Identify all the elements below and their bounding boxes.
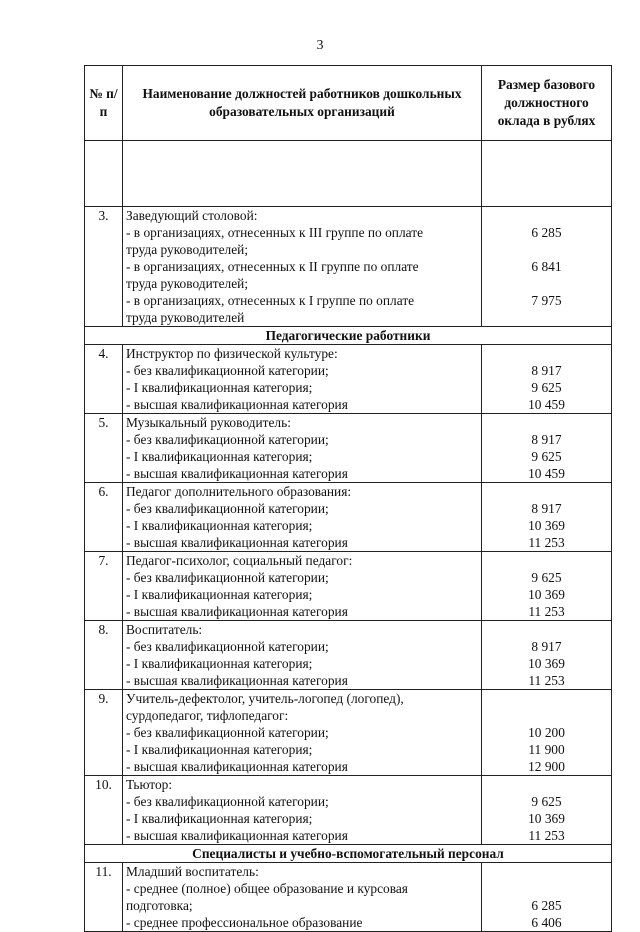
position-line: Младший воспитатель: (126, 864, 259, 879)
salary-amount-cell (482, 552, 612, 621)
position-line: Педагог-психолог, социальный педагог: (126, 553, 353, 568)
position-line: подготовка; (126, 898, 193, 913)
salary-amount-cell (482, 483, 612, 552)
salary-amount: 10 369 (528, 587, 565, 602)
row-number: 6. (85, 483, 123, 552)
salary-table (84, 65, 612, 932)
salary-amount (485, 880, 608, 897)
salary-amount-cell (482, 414, 612, 483)
position-line: - I квалификационная категория; (126, 811, 313, 826)
salary-amount (485, 414, 608, 431)
row-number: 9. (85, 690, 123, 776)
position-name-cell (123, 776, 482, 845)
salary-amount: 11 253 (528, 535, 565, 550)
position-line: - I квалификационная категория; (126, 449, 313, 464)
position-line: Учитель-дефектолог, учитель-логопед (логопед), (126, 691, 404, 706)
table-row (85, 552, 612, 621)
position-line: труда руководителей (126, 310, 245, 325)
row-number: 4. (85, 345, 123, 414)
position-name-cell (123, 552, 482, 621)
salary-amount: 10 369 (528, 656, 565, 671)
position-line: - среднее (полное) общее образование и курсовая (126, 881, 408, 896)
salary-amount: 10 459 (528, 466, 565, 481)
salary-amount: 9 625 (531, 380, 562, 395)
salary-amount (485, 552, 608, 569)
position-line: - I квалификационная категория; (126, 380, 313, 395)
salary-amount: 11 253 (528, 673, 565, 688)
salary-amount: 6 285 (531, 225, 562, 240)
salary-amount (485, 275, 608, 292)
table-row (85, 621, 612, 690)
position-line: - в организациях, отнесенных к II группе по оплате (126, 259, 419, 274)
salary-amount: 8 917 (531, 501, 562, 516)
position-line: - без квалификационной категории; (126, 363, 329, 378)
position-line: - без квалификационной категории; (126, 725, 329, 740)
salary-amount: 10 369 (528, 518, 565, 533)
position-line: - высшая квалификационная категория (126, 828, 348, 843)
position-line: - высшая квалификационная категория (126, 759, 348, 774)
spacer-row (85, 141, 612, 207)
salary-amount (485, 309, 608, 326)
salary-amount: 8 917 (531, 639, 562, 654)
row-number: 5. (85, 414, 123, 483)
page-number: 3 (316, 38, 324, 53)
salary-amount (485, 690, 608, 707)
position-line: - высшая квалификационная категория (126, 466, 348, 481)
position-line: труда руководителей; (126, 276, 249, 291)
table-row (85, 414, 612, 483)
position-line: - высшая квалификационная категория (126, 535, 348, 550)
salary-amount (485, 776, 608, 793)
position-name-cell (123, 345, 482, 414)
row-number: 11. (85, 863, 123, 932)
salary-amount: 6 841 (531, 259, 562, 274)
salary-amount: 9 625 (531, 449, 562, 464)
salary-amount (485, 863, 608, 880)
position-name-cell (123, 207, 482, 327)
position-line: - без квалификационной категории; (126, 432, 329, 447)
table-row (85, 345, 612, 414)
position-line: Тьютор: (126, 777, 173, 792)
position-line: сурдопедагог, тифлопедагог: (126, 708, 289, 723)
position-line: - высшая квалификационная категория (126, 604, 348, 619)
header-amount: Размер базового должностного оклада в рублях (482, 66, 612, 141)
position-line: - без квалификационной категории; (126, 794, 329, 809)
table-row (85, 483, 612, 552)
salary-amount: 7 975 (531, 293, 562, 308)
salary-amount: 11 253 (528, 828, 565, 843)
table-row (85, 863, 612, 932)
position-line: Заведующий столовой: (126, 208, 258, 223)
salary-amount-cell (482, 345, 612, 414)
salary-amount (485, 207, 608, 224)
salary-amount: 9 625 (531, 570, 562, 585)
salary-amount-cell (482, 863, 612, 932)
position-line: труда руководителей; (126, 242, 249, 257)
salary-amount (485, 621, 608, 638)
table-row (85, 690, 612, 776)
position-name-cell (123, 414, 482, 483)
salary-amount: 12 900 (528, 759, 565, 774)
spacer-cell (123, 141, 482, 207)
salary-amount (485, 345, 608, 362)
section-header-row (85, 845, 612, 863)
salary-amount (485, 707, 608, 724)
section-title: Педагогические работники (85, 327, 612, 345)
salary-amount-cell (482, 690, 612, 776)
salary-amount-cell (482, 621, 612, 690)
salary-amount: 10 459 (528, 397, 565, 412)
salary-amount: 11 900 (528, 742, 565, 757)
section-title: Специалисты и учебно-вспомогательный персонал (85, 845, 612, 863)
row-number: 7. (85, 552, 123, 621)
position-line: - без квалификационной категории; (126, 570, 329, 585)
position-name-cell (123, 621, 482, 690)
position-line: - без квалификационной категории; (126, 639, 329, 654)
row-number: 10. (85, 776, 123, 845)
salary-amount-cell (482, 776, 612, 845)
salary-amount: 6 285 (531, 898, 562, 913)
salary-amount: 11 253 (528, 604, 565, 619)
position-line: - высшая квалификационная категория (126, 673, 348, 688)
section-header-row (85, 327, 612, 345)
table-row (85, 776, 612, 845)
salary-amount: 8 917 (531, 432, 562, 447)
position-name-cell (123, 483, 482, 552)
position-line: Воспитатель: (126, 622, 203, 637)
position-line: Инструктор по физической культуре: (126, 346, 338, 361)
salary-amount (485, 241, 608, 258)
position-line: - I квалификационная категория; (126, 742, 313, 757)
row-number: 3. (85, 207, 123, 327)
position-line: Педагог дополнительного образования: (126, 484, 352, 499)
salary-amount: 9 625 (531, 794, 562, 809)
position-line: Музыкальный руководитель: (126, 415, 291, 430)
header-name: Наименование должностей работников дошкольных образовательных организаций (123, 66, 482, 141)
salary-amount: 6 406 (531, 915, 562, 930)
spacer-cell (482, 141, 612, 207)
position-line: - I квалификационная категория; (126, 587, 313, 602)
position-line: - в организациях, отнесенных к III группе по оплате (126, 225, 424, 240)
position-line: - без квалификационной категории; (126, 501, 329, 516)
table-body (85, 141, 612, 932)
salary-amount (485, 483, 608, 500)
position-line: - I квалификационная категория; (126, 656, 313, 671)
table-header-row (85, 66, 612, 141)
salary-amount: 8 917 (531, 363, 562, 378)
table-row (85, 207, 612, 327)
salary-amount: 10 200 (528, 725, 565, 740)
salary-amount-cell (482, 207, 612, 327)
position-line: - высшая квалификационная категория (126, 397, 348, 412)
header-num: № п/п (85, 66, 123, 141)
spacer-cell (85, 141, 123, 207)
row-number: 8. (85, 621, 123, 690)
position-name-cell (123, 863, 482, 932)
position-line: - в организациях, отнесенных к I группе по оплате (126, 293, 415, 308)
position-name-cell (123, 690, 482, 776)
position-line: - I квалификационная категория; (126, 518, 313, 533)
salary-amount: 10 369 (528, 811, 565, 826)
position-line: - среднее профессиональное образование (126, 915, 363, 930)
